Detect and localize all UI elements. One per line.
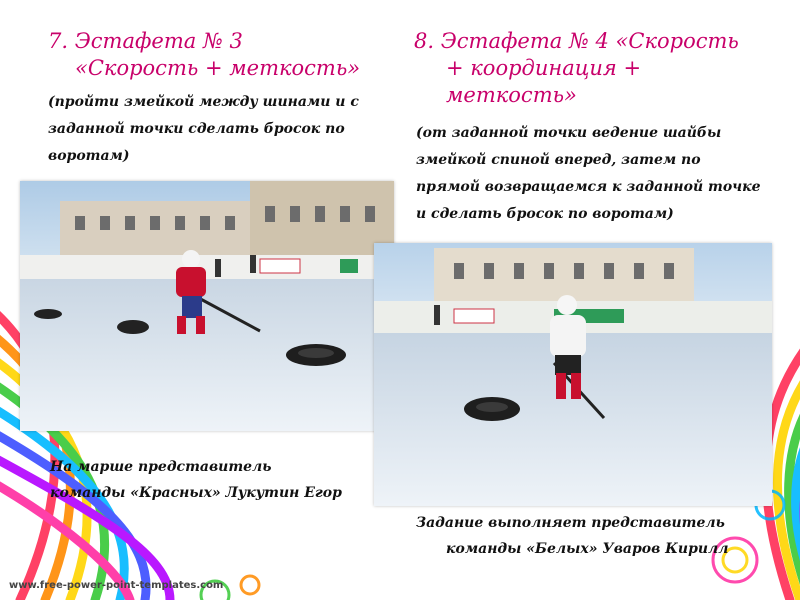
white-team-caption-line: команды «Белых» Уваров Кирилл <box>446 541 729 557</box>
relay-4-subheading: меткость» <box>446 83 577 107</box>
relay-4-description-line: и сделать бросок по воротам) <box>416 206 674 222</box>
relay-4-description-line: змейкой спиной вперед, затем по <box>416 152 701 168</box>
relay-3-subheading: «Скорость + меткость» <box>75 56 361 80</box>
white-team-caption-line: Задание выполняет представитель <box>416 515 725 531</box>
relay-3-description-line: воротам) <box>48 148 130 164</box>
relay-3-description-line: (пройти змейкой между шинами и с <box>48 94 359 110</box>
relay-4-heading: 8. Эстафета № 4 «Скорость <box>414 29 739 53</box>
photo-red-team-player <box>20 181 394 431</box>
relay-3-heading: 7. Эстафета № 3 <box>48 29 243 53</box>
relay-4-subheading: + координация + <box>446 56 642 80</box>
red-team-caption-line: команды «Красных» Лукутин Егор <box>50 485 342 501</box>
footer-url: www.free-power-point-templates.com <box>9 580 224 591</box>
relay-4-description-line: прямой возвращаемся к заданной точке <box>416 179 761 195</box>
photo-white-team-player <box>374 243 772 506</box>
relay-3-description-line: заданной точки сделать бросок по <box>48 121 345 137</box>
red-team-caption-line: На марше представитель <box>50 459 272 475</box>
relay-4-description-line: (от заданной точки ведение шайбы <box>416 125 722 141</box>
